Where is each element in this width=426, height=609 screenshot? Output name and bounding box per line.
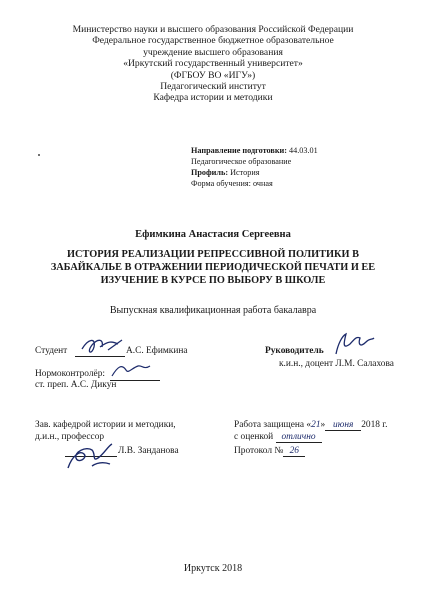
normocontrol-label: Нормоконтролёр: [35, 369, 106, 379]
header-line: (ФГБОУ ВО «ИГУ») [170, 69, 256, 81]
supervisor-label: Руководитель [265, 346, 324, 356]
head-signature [62, 440, 118, 474]
defense-mid: » [320, 420, 326, 430]
direction-row [191, 146, 391, 157]
direction-name: Педагогическое образование [191, 157, 292, 166]
normocontrol-details: ст. преп. А.С. Дикун [35, 380, 117, 390]
defense-day: 21 [311, 420, 321, 430]
defense-grade-row [234, 432, 322, 443]
work-type: Выпускная квалификационная работа бакалавра [109, 305, 317, 316]
defense-line-1 [234, 420, 387, 431]
header-line: Педагогический институт [160, 80, 266, 92]
header-line: учреждение высшего образования [143, 46, 283, 58]
defense-month: июня [325, 421, 361, 431]
protocol-row [234, 446, 305, 457]
head-name: Л.В. Занданова [118, 446, 179, 456]
title-line: ЗАБАЙКАЛЬЕ В ОТРАЖЕНИИ ПЕРИОДИЧЕСКОЙ ПЕЧАТИ И ЕЕ [50, 261, 376, 273]
profile-label: Профиль: [191, 168, 229, 177]
grade-label: с оценкой [234, 432, 274, 442]
normocontrol-signature [108, 360, 154, 382]
header-line: «Иркутский государственный университет» [123, 58, 303, 70]
title-line: ИСТОРИЯ РЕАЛИЗАЦИИ РЕПРЕССИВНОЙ ПОЛИТИКИ В [67, 249, 359, 260]
student-name: А.С. Ефимкина [126, 346, 188, 356]
supervisor-details: к.и.н., доцент Л.М. Салахова [279, 359, 394, 369]
direction-code: 44.03.01 [289, 146, 318, 155]
header-line: Министерство науки и высшего образования Российской Федерации [72, 24, 354, 35]
head-line-2: д.и.н., профессор [35, 432, 105, 442]
header-line: Федеральное государственное бюджетное образовательное [92, 35, 334, 47]
protocol-number: 26 [283, 447, 305, 457]
institution-header [20, 24, 406, 104]
header-line: Кафедра истории и методики [153, 92, 273, 104]
thesis-title [32, 249, 394, 288]
defense-year: 2018 г. [361, 420, 388, 430]
profile-row [191, 168, 391, 179]
form-label: Форма обучения: [191, 179, 251, 188]
author-name: Ефимкина Анастасия Сергеевна [135, 229, 291, 240]
defense-prefix: Работа защищена « [234, 420, 312, 430]
direction-label: Направление подготовки: [191, 146, 287, 155]
title-line: ИЗУЧЕНИЕ В КУРСЕ ПО ВЫБОРУ В ШКОЛЕ [100, 274, 326, 286]
head-line-1: Зав. кафедрой истории и методики, [35, 420, 176, 430]
form-value: очная [252, 179, 273, 188]
student-label: Студент [35, 346, 68, 356]
city-year: Иркутск 2018 [183, 563, 243, 574]
stray-dot [38, 154, 40, 156]
student-signature [78, 335, 126, 357]
supervisor-signature [330, 330, 376, 360]
profile-value: История [230, 168, 260, 177]
form-row [191, 179, 391, 190]
protocol-label: Протокол № [234, 446, 284, 456]
study-details [191, 146, 391, 190]
grade-value: отлично [276, 433, 322, 443]
